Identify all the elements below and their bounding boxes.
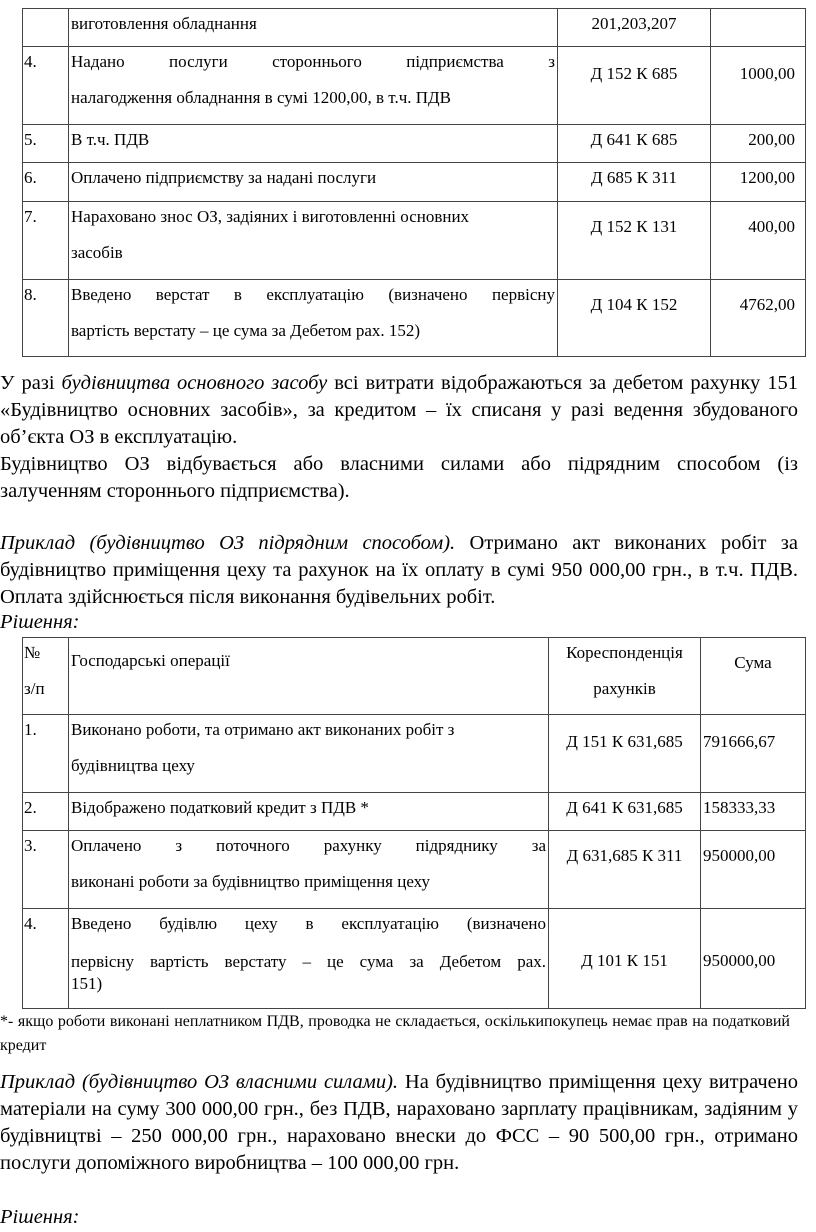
operation-line: Виконано роботи, та отримано акт виконаних робіт з: [71, 720, 455, 739]
operation-line: 151): [71, 974, 103, 993]
header-operations: Господарські операції: [69, 638, 549, 715]
header-sum: Сума: [701, 638, 806, 715]
table-row: [23, 831, 806, 909]
solution-label-text: Рішення:: [0, 1206, 80, 1228]
sum-cell: [711, 9, 806, 47]
example-title: Приклад (будівництво ОЗ підрядним способом).: [0, 532, 456, 554]
row-number: 4.: [23, 47, 69, 125]
text: Отримано акт виконаних робіт за будівництво приміщення цеху та рахунок на їх оплату в сумі 950 000,00 грн., в т.ч. ПДВ. Оплата здійснюється після виконання будівельних робіт.: [0, 532, 798, 608]
header-text: Кореспонденція: [566, 643, 683, 662]
table-row: [23, 125, 806, 163]
table-row: [23, 163, 806, 202]
sum-cell: 200,00: [711, 125, 806, 163]
operation-cell: [69, 831, 549, 909]
table-row: [23, 715, 806, 793]
table-row: [23, 280, 806, 357]
correspondence-cell: Д 641 К 685: [558, 125, 711, 163]
correspondence-cell: Д 151 К 631,685: [549, 715, 701, 793]
operation-line: Введено будівлю цеху в експлуатацію (визначено: [71, 914, 546, 933]
correspondence-cell: Д 685 К 311: [558, 163, 711, 202]
operation-line: будівництва цеху: [71, 756, 195, 775]
operation-cell: [69, 280, 558, 357]
table-row: [23, 793, 806, 831]
operation-line: Введено верстат в експлуатацію (визначено первісну: [71, 285, 555, 304]
operation-cell: [69, 909, 549, 1009]
operation-line: виконані роботи за будівництво приміщення цеху: [71, 872, 431, 891]
header-text: з/п: [24, 679, 45, 698]
text: У разі: [0, 372, 62, 394]
header-text: рахунків: [593, 679, 656, 698]
row-number: 4.: [23, 909, 69, 1009]
row-number: 6.: [23, 163, 69, 202]
operation-cell: виготовлення обладнання: [69, 9, 558, 47]
header-correspondence: [549, 638, 701, 715]
header-number: [23, 638, 69, 715]
operation-cell: В т.ч. ПДВ: [69, 125, 558, 163]
table-row: [23, 909, 806, 1009]
table-header-row: [23, 638, 806, 715]
correspondence-cell: Д 641 К 631,685: [549, 793, 701, 831]
table-row: [23, 47, 806, 125]
row-number: 8.: [23, 280, 69, 357]
table-row: [23, 9, 806, 47]
correspondence-cell: 201,203,207: [558, 9, 711, 47]
operation-cell: Оплачено підприємству за надані послуги: [69, 163, 558, 202]
sum-cell: 791666,67: [701, 715, 806, 793]
paragraph-methods: Будівництво ОЗ відбувається або власними силами або підрядним способом (із залученням стороннього підприємства).: [0, 453, 798, 502]
operation-line: Надано послуги стороннього підприємства з: [71, 52, 555, 71]
row-number: 5.: [23, 125, 69, 163]
sum-cell: 1200,00: [711, 163, 806, 202]
operation-line: первісну вартість верстату – це сума за Дебетом рах.: [71, 952, 546, 971]
row-number: 7.: [23, 202, 69, 280]
example-contractor: [0, 530, 798, 611]
operation-line: засобів: [71, 243, 123, 262]
correspondence-cell: Д 152 К 131: [558, 202, 711, 280]
correspondence-cell: Д 104 К 152: [558, 280, 711, 357]
correspondence-cell: Д 101 К 151: [549, 909, 701, 1009]
operation-cell: [69, 202, 558, 280]
text: На будівництво приміщення цеху витрачено матеріали на суму 300 000,00 грн., без ПДВ, нараховано зарплату працівникам, задіяним у будівництві – 250 000,00 грн., нараховано внески до ФСС – 90 500,00 грн., отримано послуги допоміжного виробництва – 100 000,00 грн.: [0, 1071, 798, 1174]
sum-cell: 4762,00: [711, 280, 806, 357]
footnote: *- якщо роботи виконані неплатником ПДВ, проводка не складається, оскількипокупець немає прав на податковий кредит: [0, 1013, 790, 1054]
example-own-forces: [0, 1069, 798, 1177]
row-number: 3.: [23, 831, 69, 909]
correspondence-cell: Д 152 К 685: [558, 47, 711, 125]
sum-cell: 950000,00: [701, 909, 806, 1009]
italic-term: будівництва основного засобу: [61, 372, 328, 394]
row-number: [23, 9, 69, 47]
operation-line: Оплачено з поточного рахунку підряднику за: [71, 836, 546, 855]
table-row: [23, 202, 806, 280]
sum-cell: 950000,00: [701, 831, 806, 909]
solution-label: [0, 609, 798, 636]
sum-cell: 1000,00: [711, 47, 806, 125]
operation-cell: Відображено податковий кредит з ПДВ *: [69, 793, 549, 831]
solution-label-text: Рішення:: [0, 611, 80, 633]
entries-table-2: [22, 637, 806, 1009]
text: всі витрати відображаються за дебетом рахунку 151 «Будівництво основних засобів», за кредитом – їх списаня у разі ведення збудованого об’єкта ОЗ в експлуатацію.: [0, 372, 798, 448]
sum-cell: 158333,33: [701, 793, 806, 831]
header-text: №: [24, 643, 41, 662]
operation-line: налагодження обладнання в сумі 1200,00, в т.ч. ПДВ: [71, 88, 451, 107]
operation-line: Нараховано знос ОЗ, задіяних і виготовленні основних: [71, 207, 470, 226]
sum-cell: 400,00: [711, 202, 806, 280]
entries-table-1: [22, 8, 806, 357]
operation-cell: [69, 47, 558, 125]
operation-cell: [69, 715, 549, 793]
solution-label-2: [0, 1204, 798, 1231]
paragraph-construction: [0, 370, 798, 451]
row-number: 2.: [23, 793, 69, 831]
example-title: Приклад (будівництво ОЗ власними силами).: [0, 1071, 399, 1093]
correspondence-cell: Д 631,685 К 311: [549, 831, 701, 909]
row-number: 1.: [23, 715, 69, 793]
operation-line: вартість верстату – це сума за Дебетом рах. 152): [71, 321, 421, 340]
